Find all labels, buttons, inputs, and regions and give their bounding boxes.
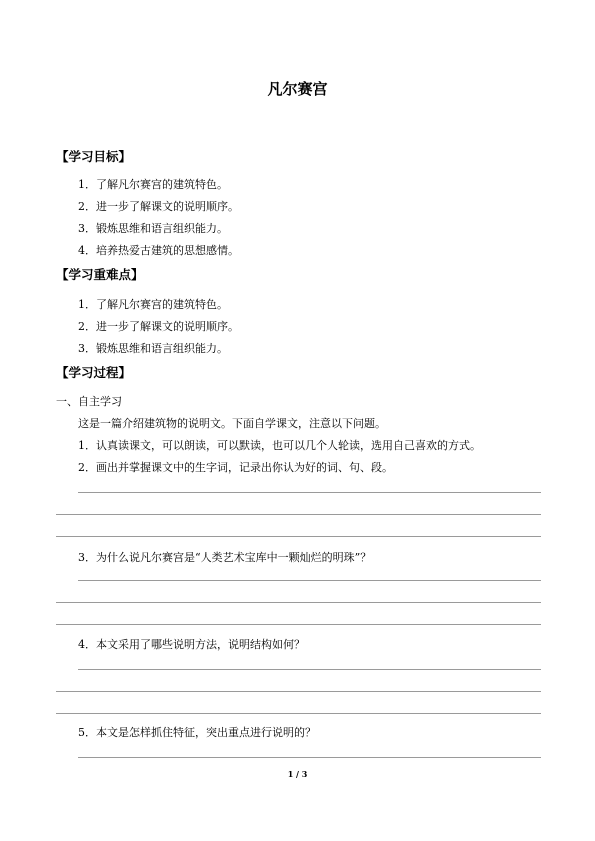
process-heading: 【学习过程】 (56, 365, 132, 380)
answer-line (78, 669, 541, 670)
page-number: 1 / 3 (287, 769, 308, 779)
question-1: 1．认真读课文，可以朗读，可以默读，也可以几个人轮读，选用自己喜欢的方式。 (78, 439, 481, 452)
intro-text: 这是一篇介绍建筑物的说明文。下面自学课文，注意以下问题。 (78, 417, 386, 430)
key-point-item: 2．进一步了解课文的说明顺序。 (78, 320, 239, 333)
question-2: 2．画出并掌握课文中的生字词，记录出你认为好的词、句、段。 (78, 461, 393, 474)
part-title: 一、自主学习 (56, 395, 122, 408)
page-title: 凡尔赛宫 (267, 80, 328, 98)
objective-item: 3．锻炼思维和语言组织能力。 (78, 222, 228, 235)
key-point-item: 3．锻炼思维和语言组织能力。 (78, 342, 228, 355)
answer-line (78, 492, 541, 493)
answer-line (56, 602, 541, 603)
question-5: 5．本文是怎样抓住特征，突出重点进行说明的？ (78, 726, 316, 739)
answer-line (56, 713, 541, 714)
objective-item: 1．了解凡尔赛宫的建筑特色。 (78, 178, 228, 191)
answer-line (56, 536, 541, 537)
answer-line (56, 691, 541, 692)
answer-line (56, 624, 541, 625)
question-3: 3．为什么说凡尔赛宫是“人类艺术宝库中一颗灿烂的明珠”？ (78, 551, 372, 564)
answer-line (78, 580, 541, 581)
objectives-heading: 【学习目标】 (56, 149, 132, 164)
answer-line (56, 514, 541, 515)
key-point-item: 1．了解凡尔赛宫的建筑特色。 (78, 298, 228, 311)
objective-item: 2．进一步了解课文的说明顺序。 (78, 200, 239, 213)
answer-line (78, 757, 541, 758)
key-points-heading: 【学习重难点】 (56, 267, 144, 282)
objective-item: 4．培养热爱古建筑的思想感情。 (78, 244, 239, 257)
question-4: 4．本文采用了哪些说明方法，说明结构如何？ (78, 638, 305, 651)
